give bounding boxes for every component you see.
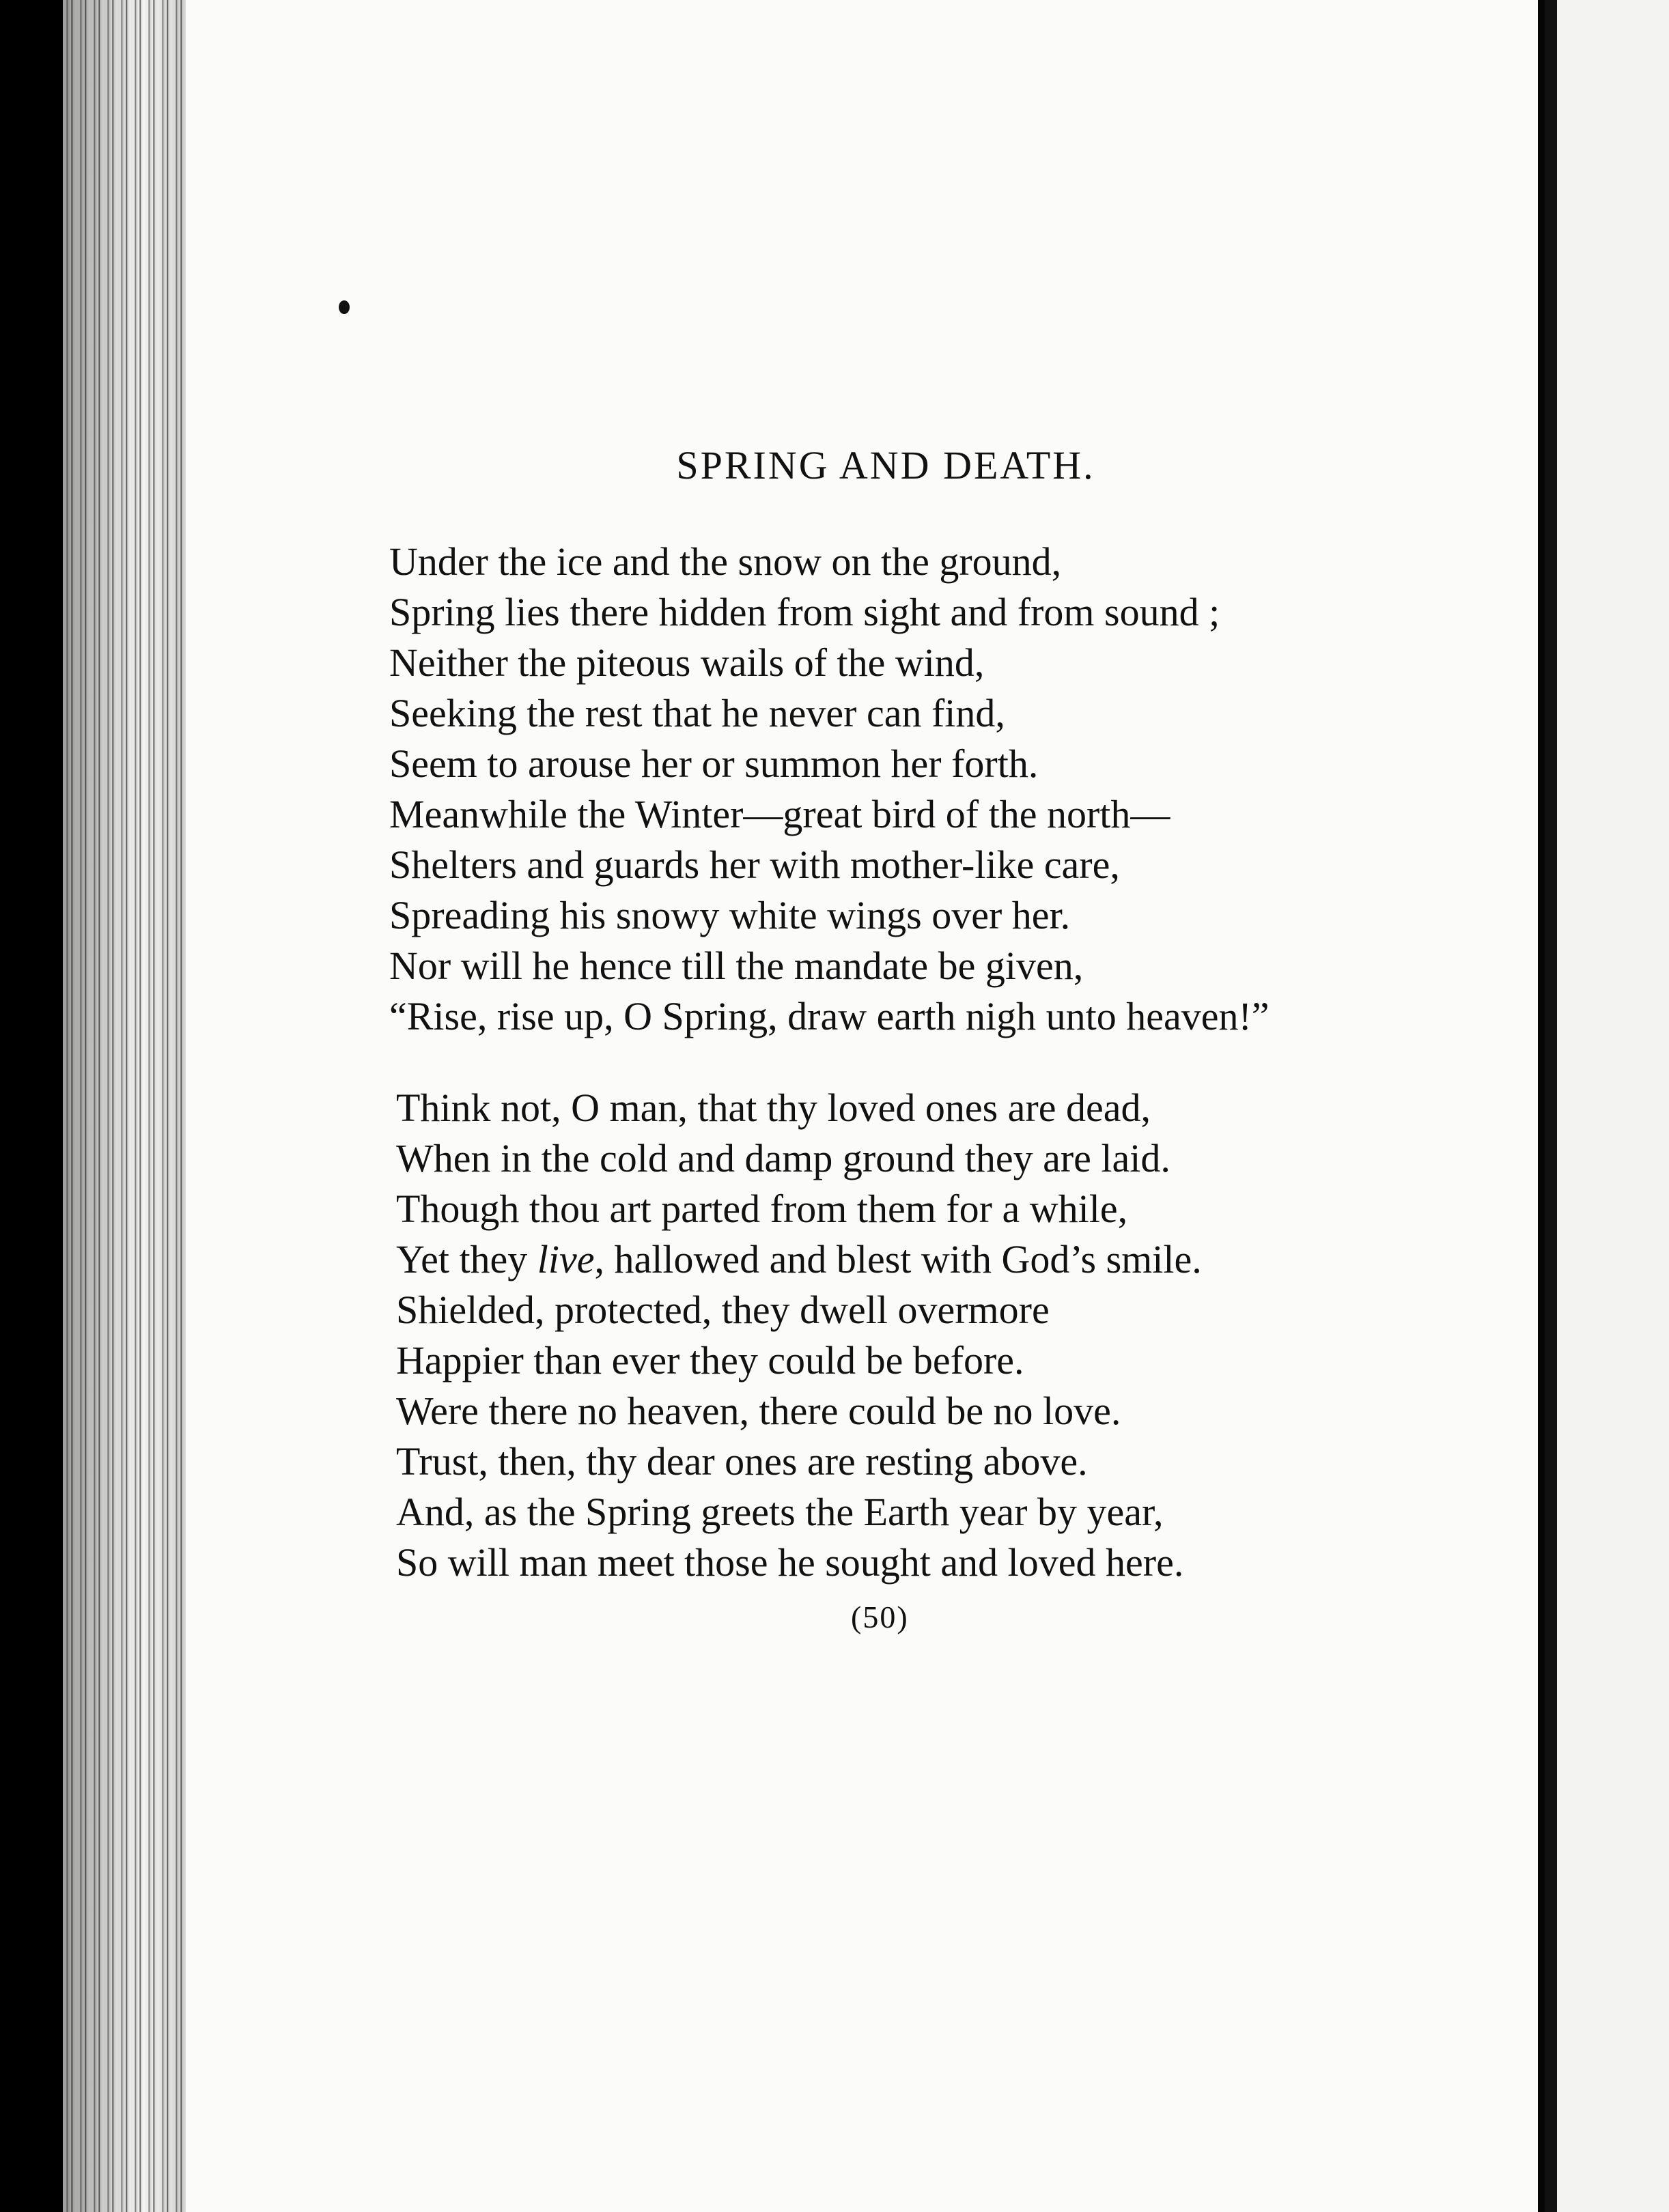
poem-title: SPRING AND DEATH. (676, 443, 1095, 487)
stanza-two (396, 1083, 1202, 1588)
poem-line: Meanwhile the Winter—great bird of the north— (389, 792, 1170, 836)
poem-line: Spring lies there hidden from sight and from sound ; (389, 590, 1220, 634)
next-page-edge (1557, 0, 1669, 2212)
poem-line: Under the ice and the snow on the ground, (389, 539, 1062, 584)
poem-line: Nor will he hence till the mandate be given, (389, 944, 1084, 988)
poem-line: Seem to arouse her or summon her forth. (389, 741, 1039, 786)
line-text-after: , hallowed and blest with God’s smile. (594, 1237, 1202, 1281)
line-text-before: Yet they (396, 1237, 537, 1281)
right-gutter-line (1545, 0, 1557, 2212)
poem-line: When in the cold and damp ground they are laid. (396, 1136, 1170, 1180)
poem-line: Were there no heaven, there could be no love. (396, 1389, 1121, 1433)
poem-line: Neither the piteous wails of the wind, (389, 640, 985, 685)
poem-line: Seeking the rest that he never can find, (389, 691, 1005, 735)
poem-line: Trust, then, thy dear ones are resting above. (396, 1439, 1088, 1484)
poem-line: Shelters and guards her with mother-like care, (389, 842, 1120, 887)
page-edge-shadow (63, 0, 193, 2212)
poem-line: Happier than ever they could be before. (396, 1338, 1024, 1382)
poem-line: “Rise, rise up, O Spring, draw earth nigh unto heaven!” (389, 994, 1270, 1038)
ink-speck (339, 300, 350, 314)
poem-line-with-italic (396, 1234, 1202, 1285)
stanza-one (389, 537, 1270, 1042)
poem-line: Think not, O man, that thy loved ones are dead, (396, 1086, 1151, 1130)
poem-line: Shielded, protected, they dwell overmore (396, 1288, 1050, 1332)
page-number: (50) (851, 1600, 909, 1634)
poem-line: And, as the Spring greets the Earth year by year, (396, 1490, 1164, 1534)
poem-line: Spreading his snowy white wings over her. (389, 893, 1071, 937)
poem-line: Though thou art parted from them for a while, (396, 1187, 1128, 1231)
poem-line: So will man meet those he sought and loved here. (396, 1540, 1184, 1585)
italic-word: live (537, 1237, 595, 1281)
